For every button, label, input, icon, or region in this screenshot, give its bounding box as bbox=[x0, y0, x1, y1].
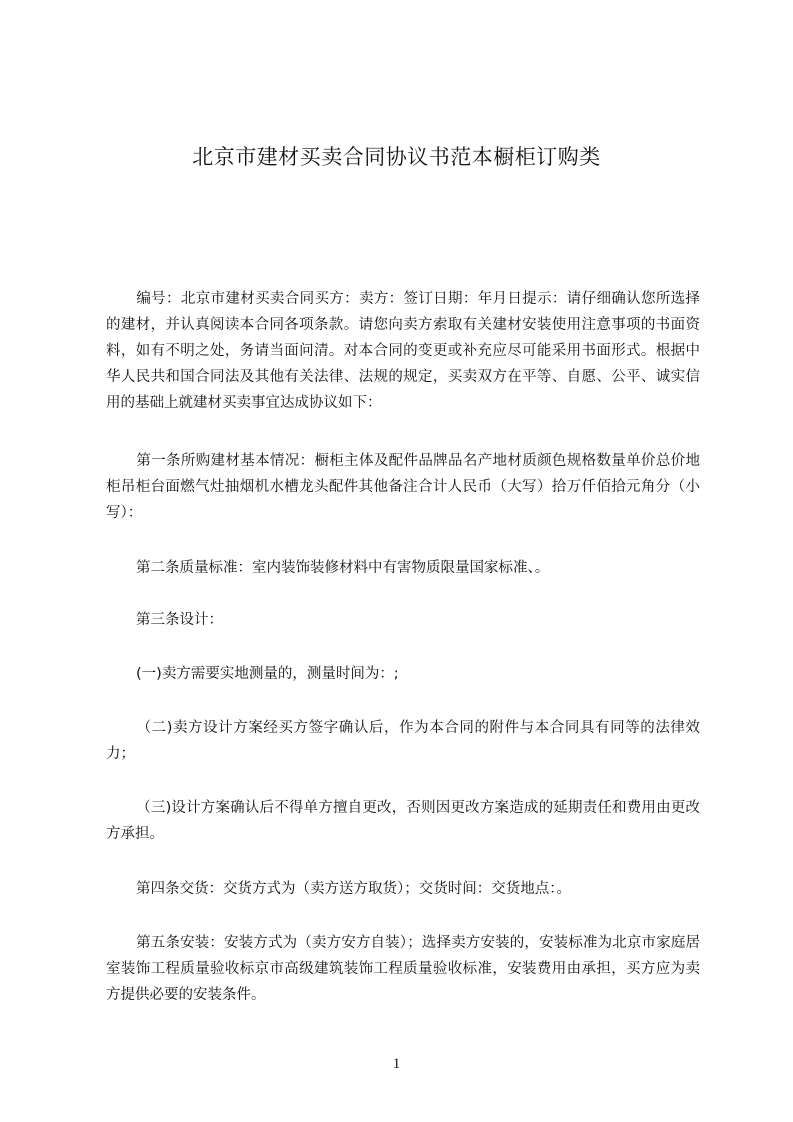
preamble-paragraph bbox=[106, 286, 700, 416]
article-3-item-2-paragraph bbox=[106, 715, 700, 767]
article-2-paragraph bbox=[106, 555, 700, 581]
article-4-text: 第四条交货：交货方式为（卖方送方取货）；交货时间：交货地点：。 bbox=[136, 881, 571, 897]
article-3-item-3-text: （三)设计方案确认后不得单方擅自更改，否则因更改方案造成的延期责任和费用由更改方承担。 bbox=[106, 800, 700, 842]
article-3-paragraph bbox=[106, 607, 700, 633]
article-3-item-1-paragraph bbox=[106, 661, 700, 687]
article-3-item-3-paragraph bbox=[106, 795, 700, 847]
preamble-text: 编号：北京市建材买卖合同买方：卖方：签订日期：年月日提示：请仔细确认您所选择的建材，并认真阅读本合同各项条款。请您向卖方索取有关建材安装使用注意事项的书面资料，如有不明之处，务请当面问清。对本合同的变更或补充应尽可能采用书面形式。根据中华人民共和国合同法及其他有关法律、法规的规定，买卖双方在平等、自愿、公平、诚实信用的基础上就建材买卖事宜达成协议如下： bbox=[106, 291, 700, 411]
article-3-text: 第三条设计： bbox=[136, 612, 223, 628]
article-4-paragraph bbox=[106, 876, 700, 902]
article-1-paragraph bbox=[106, 448, 700, 526]
document-title: 北京市建材买卖合同协议书范本橱柜订购类 bbox=[192, 145, 601, 169]
article-1-text: 第一条所购建材基本情况：橱柜主体及配件品牌品名产地材质颜色规格数量单价总价地柜吊柜台面燃气灶抽烟机水槽龙头配件其他备注合计人民币（大写）拾万仟佰拾元角分（小写）： bbox=[106, 453, 700, 521]
page-number: 1 bbox=[392, 1056, 401, 1072]
article-3-item-1-text: (一)卖方需要实地测量的，测量时间为：; bbox=[136, 666, 399, 682]
article-5-paragraph bbox=[106, 930, 700, 1008]
article-5-text: 第五条安装：安装方式为（卖方安方自装）；选择卖方安装的，安装标准为北京市家庭居室装饰工程质量验收标京市高级建筑装饰工程质量验收标准，安装费用由承担，买方应为卖方提供必要的安装条件。 bbox=[106, 935, 700, 1003]
article-2-text: 第二条质量标准：室内装饰装修材料中有害物质限量国家标准、。 bbox=[136, 560, 550, 576]
article-3-item-2-text: （二)卖方设计方案经买方签字确认后，作为本合同的附件与本合同具有同等的法律效力； bbox=[106, 720, 700, 762]
